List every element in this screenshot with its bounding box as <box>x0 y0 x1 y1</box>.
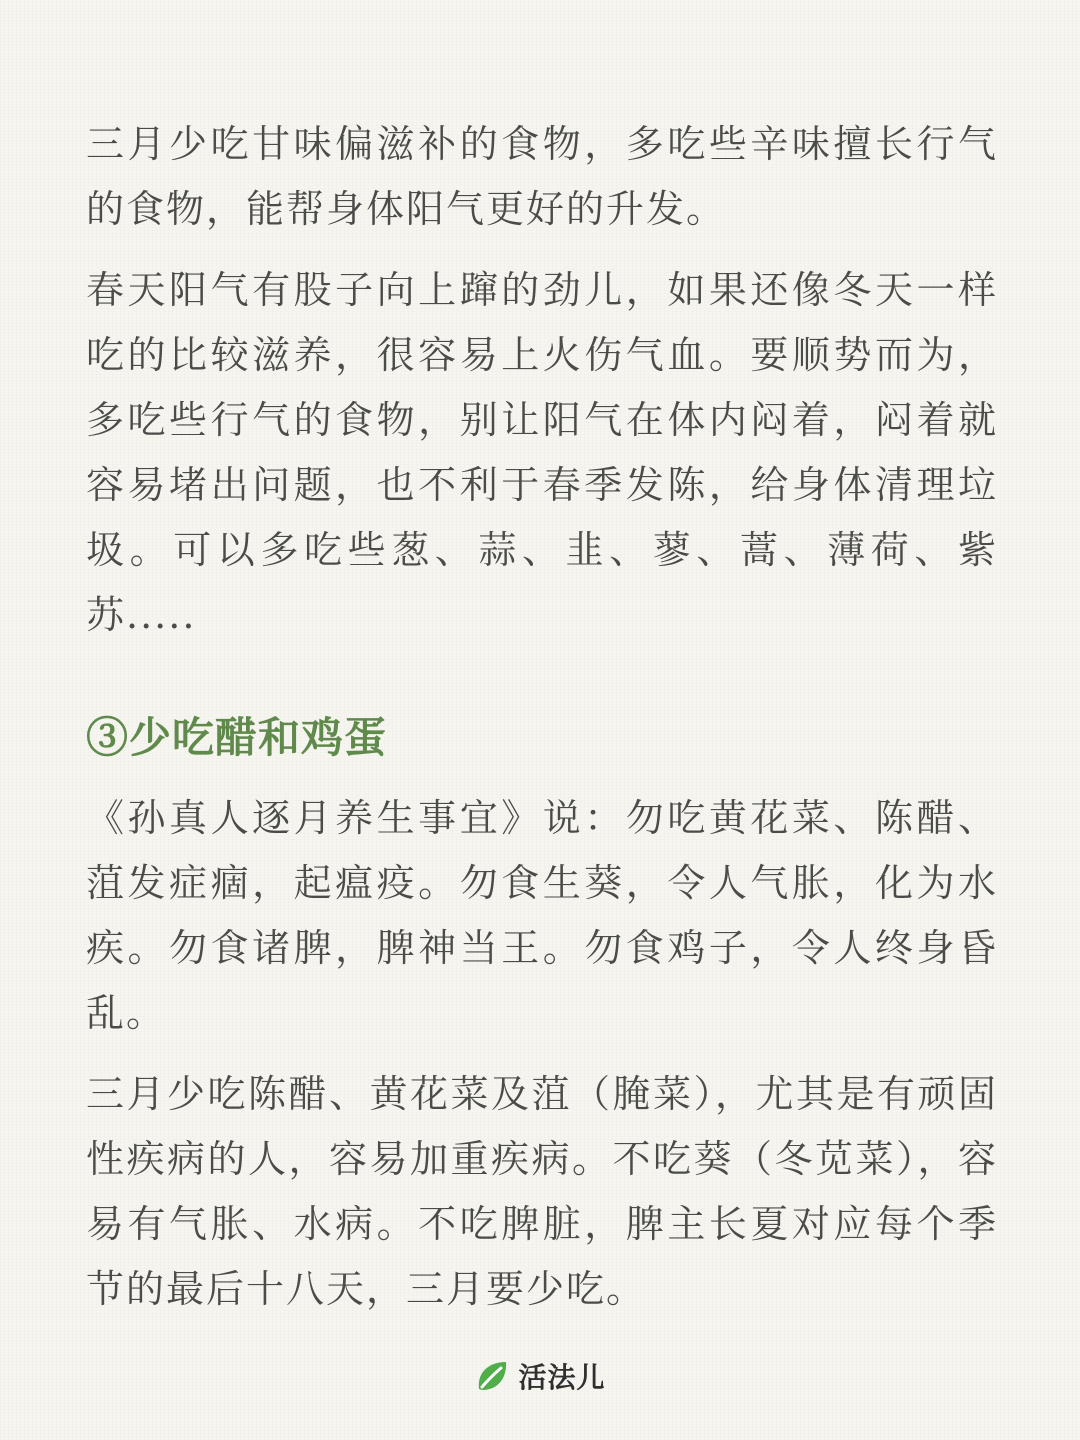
paragraph-3: 《孙真人逐月养生事宜》说：勿吃黄花菜、陈醋、菹发症痼，起瘟疫。勿食生葵，令人气胀，化为水疾。勿食诸脾，脾神当王。勿食鸡子，令人终身昏乱。 <box>86 796 998 1035</box>
paragraph-1: 三月少吃甘味偏滋补的食物，多吃些辛味擅长行气的食物，能帮身体阳气更好的升发。 <box>86 122 998 231</box>
section-heading: ③少吃醋和鸡蛋 <box>86 713 388 762</box>
paragraph-2: 春天阳气有股子向上蹿的劲儿，如果还像冬天一样吃的比较滋养，很容易上火伤气血。要顺势而为，多吃些行气的食物，别让阳气在体内闷着，闷着就容易堵出问题，也不利于春季发陈，给身体清理垃圾。可以多吃些葱、蒜、韭、蓼、蒿、薄荷、紫苏..... <box>86 268 998 637</box>
paragraph-4: 三月少吃陈醋、黄花菜及菹（腌菜），尤其是有顽固性疾病的人，容易加重疾病。不吃葵（冬苋菜），容易有气胀、水病。不吃脾脏，脾主长夏对应每个季节的最后十八天，三月要少吃。 <box>86 1072 998 1311</box>
brand-name: 活法儿 <box>518 1361 606 1394</box>
brand-footer <box>0 1356 1080 1396</box>
leaf-icon <box>474 1358 510 1394</box>
article-body <box>86 112 998 1338</box>
